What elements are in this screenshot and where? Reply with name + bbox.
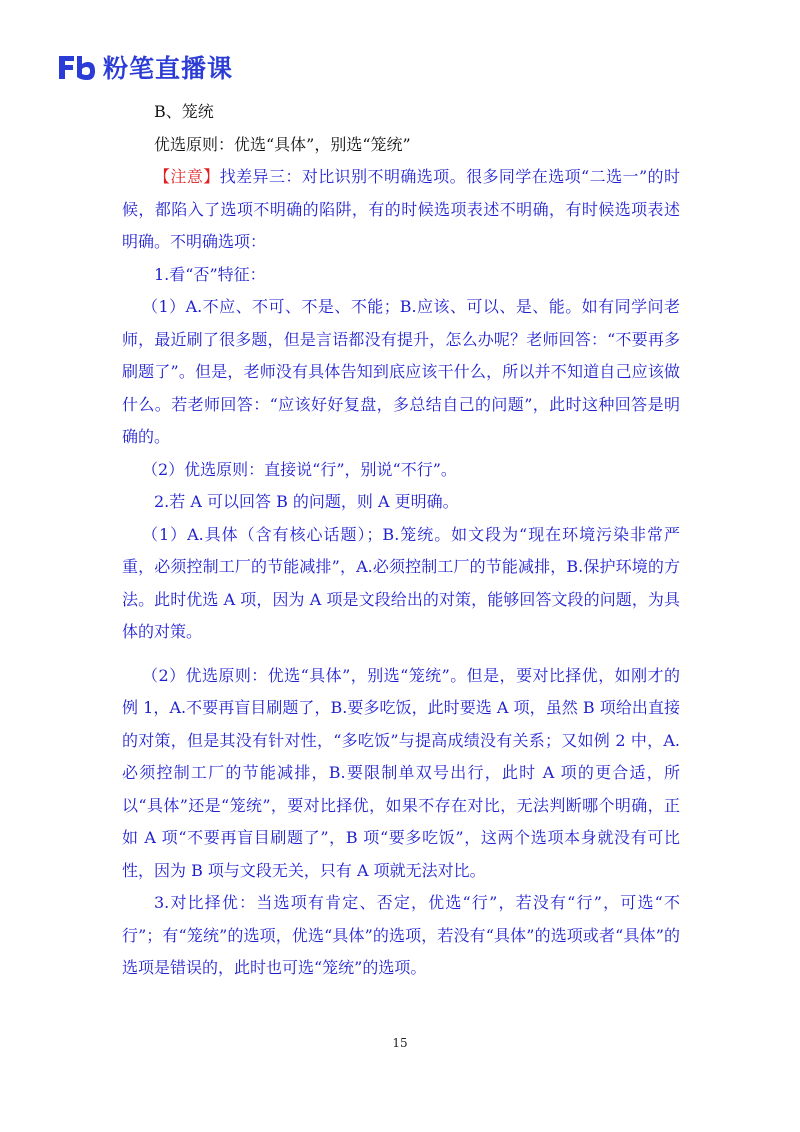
section-2-paragraph-1: （1）A.具体（含有核心话题）；B.笼统。如文段为“现在环境污染非常严重，必须控制工厂的节能减排”，A.必须控制工厂的节能减排，B.保护环境的方法。此时优选 A 项，因为 A 项是文段给出的对策，能够回答文段的问题，为具体的对策。	[122, 524, 680, 641]
fb-logo-icon	[57, 52, 97, 82]
section-2-paragraph-2: （2）优选原则：优选“具体”，别选“笼统”。但是，要对比择优，如刚才的例 1，A.不要再盲目刷题了，B.要多吃饭，此时要选 A 项，虽然 B 项给出直接的对策，但是其没有针对性，“多吃饭”与提高成绩没有关系；又如例 2 中，A.必须控制工厂的节能减排，B.要限制单双号出行，此时 A 项的更合适，所以“具体”还是“笼统”，要对比择优，如果不存在对比，无法判断哪个明确，正如 A 项“不要再盲目刷题了”，B 项“要多吃饭”，这两个选项本身就没有可比性，因为 B 项与文段无关，只有 A 项就无法对比。	[122, 665, 680, 880]
section-1-paragraph-1: （1）A.不应、不可、不是、不能；B.应该、可以、是、能。如有同学问老师，最近刷了很多题，但是言语都没有提升，怎么办呢？老师回答：“不要再多刷题了”。但是，老师没有具体告知到底应该干什么，所以并不知道自己应该做什么。若老师回答：“应该好好复盘，多总结自己的问题”，此时这种回答是明确的。	[122, 297, 680, 446]
document-body	[122, 96, 680, 985]
principle-text: 优选原则：优选“具体”，别选“笼统”	[154, 134, 411, 154]
option-b-text: B、笼统	[154, 102, 214, 121]
logo-text: 粉笔直播课	[103, 54, 234, 83]
note-label: 【注意】	[154, 167, 220, 186]
fenbi-logo	[57, 50, 233, 84]
note-text: 找差异三：对比识别不明确选项。很多同学在选项“二选一”的时候，都陷入了选项不明确的陷阱，有的时候选项表述不明确，有时候选项表述明确。不明确选项：	[122, 167, 680, 251]
section-2-title: 2.若 A 可以回答 B 的问题，则 A 更明确。	[154, 492, 459, 511]
section-1-paragraph-2: （2）优选原则：直接说“行”，别说“不行”。	[142, 459, 457, 479]
page-number: 15	[392, 1036, 408, 1050]
section-3-paragraph: 3.对比择优：当选项有肯定、否定，优选“行”，若没有“行”，可选“不行”；有“笼统”的选项，优选“具体”的选项，若没有“具体”的选项或者“具体”的选项是错误的，此时也可选“笼统”的选项。	[122, 893, 680, 977]
note-paragraph	[122, 161, 680, 259]
section-1-title: 1.看“否”特征：	[154, 264, 266, 284]
